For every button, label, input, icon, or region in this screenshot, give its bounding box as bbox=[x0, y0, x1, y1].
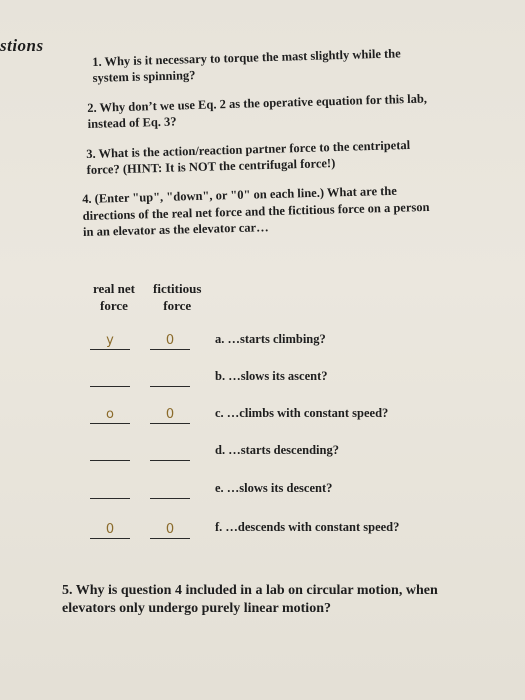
question-2 bbox=[87, 91, 428, 132]
question-4-line: in an elevator as the elevator car… bbox=[82, 220, 269, 239]
handwritten-answer: 0 bbox=[105, 522, 115, 537]
row-label-d: d. …starts descending? bbox=[215, 443, 339, 457]
column-header-line: force bbox=[163, 298, 192, 313]
column-header-line: real net bbox=[93, 281, 135, 296]
answer-blank-fictitious-a[interactable] bbox=[150, 333, 190, 350]
question-2-line: 2. Why don’t we use Eq. 2 as the operative equation for this lab, bbox=[87, 91, 428, 115]
handwritten-answer: 0 bbox=[165, 333, 175, 348]
answer-blank-fictitious-b[interactable] bbox=[150, 386, 190, 387]
answer-blank-fictitious-f[interactable] bbox=[150, 522, 190, 539]
question-3-line: force? (HINT: It is NOT the centrifugal force!) bbox=[86, 156, 336, 177]
handwritten-answer: o bbox=[106, 407, 114, 422]
column-header-real-net-force bbox=[93, 280, 135, 314]
answer-blank-fictitious-e[interactable] bbox=[150, 498, 190, 499]
question-5-line: elevators only undergo purely linear motion? bbox=[62, 601, 331, 616]
section-heading: stions bbox=[0, 36, 44, 55]
question-1-line: system is spinning? bbox=[92, 68, 196, 85]
question-5-line: 5. Why is question 4 included in a lab on circular motion, when bbox=[62, 583, 438, 598]
answer-blank-fictitious-d[interactable] bbox=[150, 460, 190, 461]
question-1 bbox=[92, 45, 401, 86]
question-3 bbox=[86, 137, 411, 178]
question-2-line: instead of Eq. 3? bbox=[87, 114, 177, 131]
question-4-line: 4. (Enter "up", "down", or "0" on each line.) What are the bbox=[82, 183, 397, 206]
answer-blank-real-b[interactable] bbox=[90, 386, 130, 387]
question-5 bbox=[62, 582, 438, 618]
answer-blank-fictitious-c[interactable] bbox=[150, 407, 190, 424]
row-label-e: e. …slows its descent? bbox=[215, 481, 333, 495]
question-4 bbox=[82, 182, 430, 241]
answer-blank-real-e[interactable] bbox=[90, 498, 130, 499]
answer-blank-real-c[interactable] bbox=[90, 407, 130, 424]
question-4-line: directions of the real net force and the fictitious force on a person bbox=[82, 199, 430, 223]
column-header-fictitious-force bbox=[153, 280, 201, 314]
row-label-f: f. …descends with constant speed? bbox=[215, 520, 400, 534]
question-1-line: 1. Why is it necessary to torque the mast slightly while the bbox=[92, 46, 401, 69]
answer-blank-real-a[interactable] bbox=[90, 333, 130, 350]
question-3-line: 3. What is the action/reaction partner force to the centripetal bbox=[86, 137, 411, 161]
answer-blank-real-f[interactable] bbox=[90, 522, 130, 539]
column-header-line: force bbox=[100, 298, 128, 313]
handwritten-answer: y bbox=[106, 333, 114, 348]
handwritten-answer: 0 bbox=[165, 407, 175, 422]
row-label-c: c. …climbs with constant speed? bbox=[215, 406, 389, 420]
row-label-b: b. …slows its ascent? bbox=[215, 369, 328, 383]
handwritten-answer: 0 bbox=[165, 522, 175, 537]
column-header-line: fictitious bbox=[153, 281, 202, 296]
row-label-a: a. …starts climbing? bbox=[215, 332, 326, 346]
answer-blank-real-d[interactable] bbox=[90, 460, 130, 461]
